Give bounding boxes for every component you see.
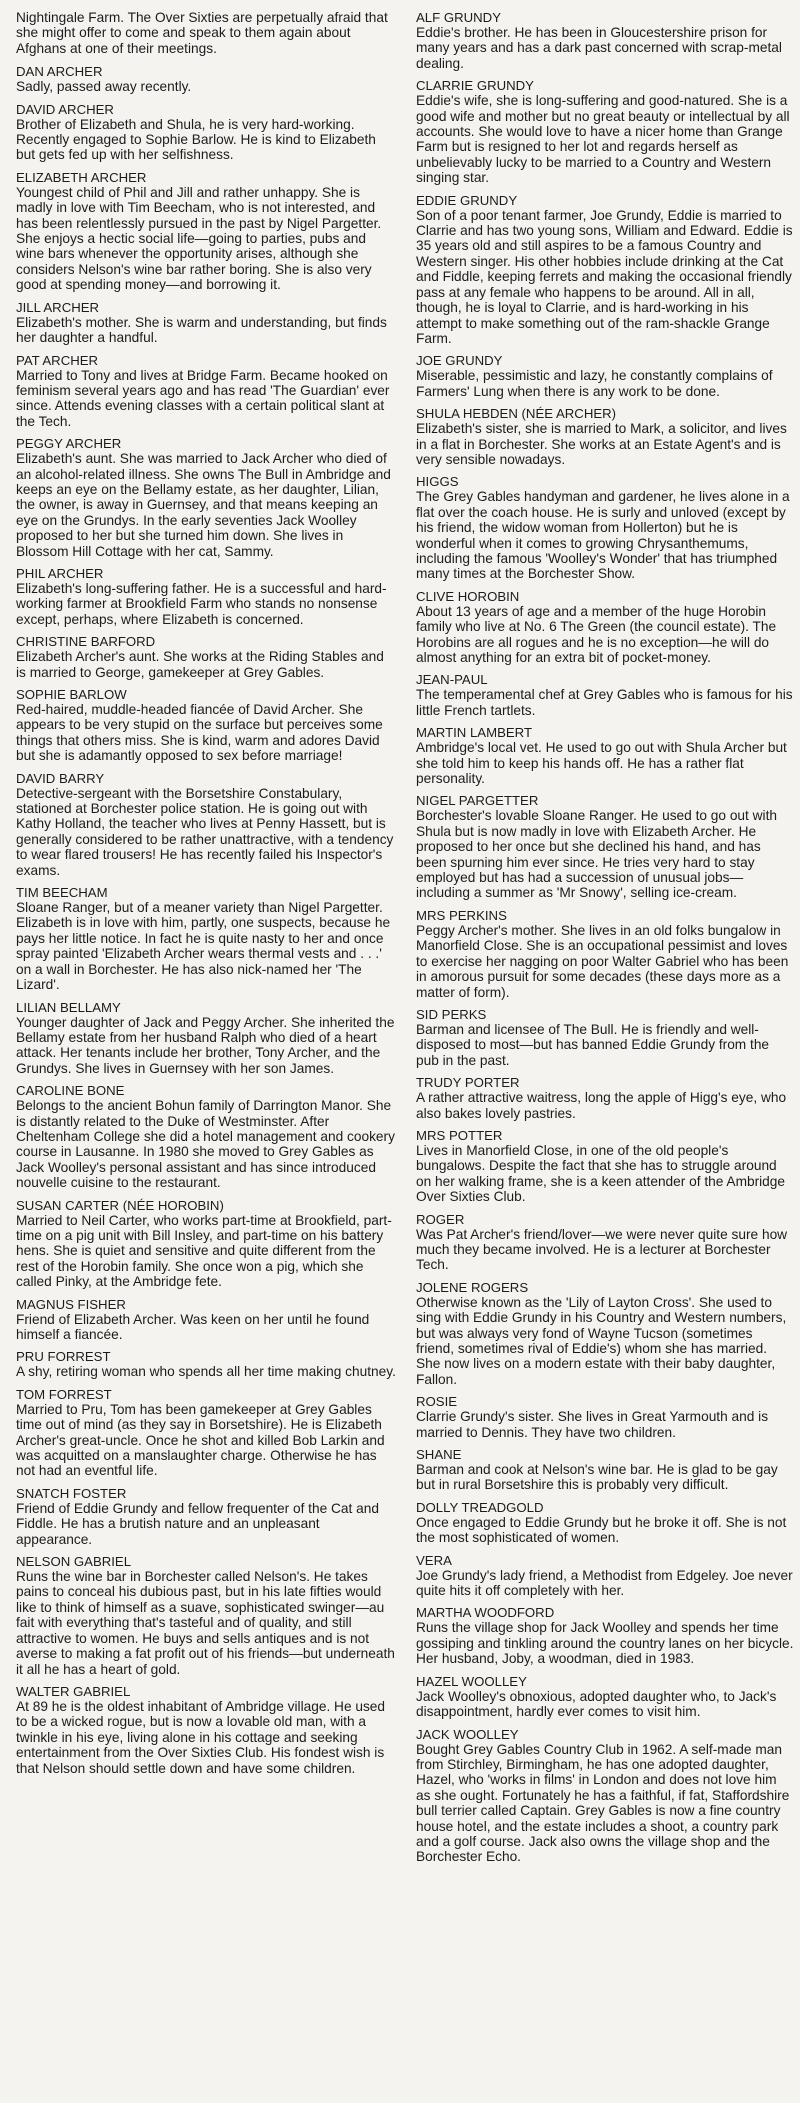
character-name: TIM BEECHAM [16,885,108,901]
character-entry [16,436,396,559]
character-entry [416,10,794,71]
character-name: CLARRIE GRUNDY [416,78,534,94]
character-entry [16,1554,396,1677]
character-description: Elizabeth's aunt. She was married to Jack Archer who died of an alcohol-related illness. She owns The Bull in Ambridge and keeps an eye on the Bellamy estate, as her daughter, Lilian, the owner, is away in Guernsey, and that means keeping an eye on the Grundys. In the early seventies Jack Woolley proposed to her but she turned him down. She lives in Blossom Hill Cottage with her cat, Sammy. [16,451,391,559]
character-name: TRUDY PORTER [416,1075,520,1091]
character-name: MAGNUS FISHER [16,1296,126,1312]
character-description: Friend of Elizabeth Archer. Was keen on her until he found himself a fiancée. [16,1311,370,1342]
character-entry [16,1198,396,1290]
character-name: CAROLINE BONE [16,1083,125,1099]
character-entry [416,908,794,1000]
character-description: Bought Grey Gables Country Club in 1962. A self-made man from Stirchley, Birmingham, he has one adopted daughter, Hazel, who 'works in films' in London and does not love him as she ought. Fortunately he has a faithful, if fat, Staffordshire bull terrier called Captain. Grey Gables is now a fine country house hotel, and the estate includes a shoot, a country park and a golf course. Jack also owns the village shop and the Borchester Echo. [416,1741,790,1865]
character-name: WALTER GABRIEL [16,1683,131,1699]
character-description: Detective-sergeant with the Borsetshire Constabulary, stationed at Borchester police station. He is going out with Kathy Holland, the teacher who lives at Penny Hassett, but is generally considered to be rather unattractive, with a tendency to wear flared trousers! He has recently failed his Inspector's exams. [16,785,394,878]
character-name: NIGEL PARGETTER [416,793,539,809]
character-entry [16,634,396,680]
character-description: About 13 years of age and a member of the huge Horobin family who live at No. 6 The Green (the council estate). The Horobins are all rogues and he is no exception—he will do almost anything for an extra bit of pocket-money. [416,603,777,665]
character-entry [416,1075,794,1121]
character-name: ELIZABETH ARCHER [16,169,147,185]
character-description: Elizabeth's mother. She is warm and understanding, but finds her daughter a handful. [16,314,387,346]
left-column [16,10,406,2103]
character-name: ROSIE [416,1394,458,1410]
character-description: The temperamental chef at Grey Gables who is famous for his little French tartlets. [416,687,793,718]
character-name: PAT ARCHER [16,352,99,368]
character-name: SHANE [416,1447,462,1463]
character-description: Clarrie Grundy's sister. She lives in Great Yarmouth and is married to Dennis. They have two children. [416,1409,769,1440]
character-description: Elizabeth's long-suffering father. He is a successful and hard-working farmer at Brookfield Farm who stands no nonsense except, perhaps, where Elizabeth is concerned. [16,580,387,627]
right-entry-list [416,10,794,1865]
character-description: Married to Tony and lives at Bridge Farm. Became hooked on feminism several years ago and has read 'The Guardian' ever since. Attends evening classes with a certain political slant at the Tech. [16,367,390,429]
character-name: JACK WOOLLEY [416,1726,519,1742]
character-description: Red-haired, muddle-headed fiancée of David Archer. She appears to be very stupid on the surface but perceives some things that others miss. She is kind, warm and adores David but she is adamantly opposed to sex before marriage! [16,702,383,764]
character-description: Ambridge's local vet. He used to go out with Shula Archer but she told him to keep his hands off. He has a rather flat personality. [416,740,787,787]
character-name: SOPHIE BARLOW [16,687,127,702]
character-entry [416,78,794,185]
character-entry [16,102,396,163]
character-description: Jack Woolley's obnoxious, adopted daughter who, to Jack's disappointment, hardly ever comes to visit him. [416,1688,777,1720]
left-entry-list [16,64,396,1776]
character-entry [16,300,396,346]
character-description: Sadly, passed away recently. [16,79,192,95]
character-entry [16,1486,396,1547]
character-entry [16,1083,396,1190]
character-description: At 89 he is the oldest inhabitant of Ambridge village. He used to be a wicked rogue, but is now a lovable old man, with a twinkle in his eye, living alone in his cottage and seeking entertainment from the Over Sixties Club. His fondest wish is that Nelson should settle down and have some children. [16,1698,386,1776]
character-description: Barman and licensee of The Bull. He is friendly and well-disposed to most—but has banned Eddie Grundy from the pub in the past. [416,1021,770,1068]
character-entry [416,793,794,900]
character-name: DAVID BARRY [16,770,105,786]
character-entry [416,1394,794,1440]
character-name: DAN ARCHER [16,64,103,80]
character-name: PRU FORREST [16,1349,111,1365]
character-name: HIGGS [416,474,459,490]
character-entry [416,1007,794,1068]
character-entry [416,725,794,786]
character-name: CLIVE HOROBIN [416,588,520,604]
character-name: LILIAN BELLAMY [16,999,121,1015]
character-name: PHIL ARCHER [16,565,104,581]
character-entry [16,687,396,764]
character-name: EDDIE GRUNDY [416,192,518,208]
character-name: HAZEL WOOLLEY [416,1673,527,1689]
character-name: DAVID ARCHER [16,101,114,117]
character-entry [16,1297,396,1343]
character-entry [16,1684,396,1776]
character-entry [416,589,794,666]
character-name: SUSAN CARTER (NÉE HOROBIN) [16,1197,224,1213]
character-description: The Grey Gables handyman and gardener, he lives alone in a flat over the coach house. He is surly and unloved (except by his friend, the widow woman from Hollerton) but he is wonderful when it comes to growing Chrysanthemums, including the famous 'Woolley's Wonder' that has triumphed many times at the Borchester Show. [416,489,790,582]
character-name: SID PERKS [416,1006,487,1022]
character-name: VERA [416,1552,452,1568]
character-entry [416,1212,794,1273]
character-name: ALF GRUNDY [416,10,501,25]
character-description: Belongs to the ancient Bohun family of Darrington Manor. She is distantly related to the Duke of Westminster. After Cheltenham College she did a hotel management and cookery course in Lausanne. In 1980 she moved to Grey Gables as Jack Woolley's personal assistant and has since introduced nouvelle cuisine to the restaurant. [16,1098,395,1191]
character-description: Eddie's wife, she is long-suffering and good-natured. She is a good wife and mother but no great beauty or intellectual by all accounts. She would love to have a nicer home than Grange Farm but is resigned to her lot and regards herself as unbelievably lucky to be married to a Country and Western singing star. [416,93,790,186]
character-entry [416,1605,794,1666]
character-entry [16,170,396,293]
character-description: Elizabeth Archer's aunt. She works at the Riding Stables and is married to George, gamekeeper at Grey Gables. [16,649,384,680]
character-entry [416,474,794,581]
character-name: JOLENE ROGERS [416,1279,529,1295]
character-name: JOE GRUNDY [416,353,503,369]
character-name: SNATCH FOSTER [16,1485,127,1501]
character-name: JEAN-PAUL [416,672,488,688]
character-entry [416,1674,794,1720]
character-description: Once engaged to Eddie Grundy but he broke it off. She is not the most sophisticated of women. [416,1514,787,1546]
character-entry [416,1727,794,1865]
character-description: Barman and cook at Nelson's wine bar. He is glad to be gay but in rural Borsetshire this is probably very difficult. [416,1462,778,1493]
character-description: Joe Grundy's lady friend, a Methodist from Edgeley. Joe never quite hits it off completely with her. [416,1567,793,1599]
character-description: Sloane Ranger, but of a meaner variety than Nigel Pargetter. Elizabeth is in love with him, partly, one suspects, because he pays her little notice. In fact he is quite nasty to her and once spray painted 'Elizabeth Archer wears thermal vests and . . .' on a wall in Borchester. He has also nick-named her 'The Lizard'. [16,900,391,993]
character-description: A shy, retiring woman who spends all her time making chutney. [16,1364,396,1380]
intro-paragraph: Nightingale Farm. The Over Sixties are perpetually afraid that she might offer to come and speak to them again about Afghans at one of their meetings. [16,10,388,56]
character-description: Brother of Elizabeth and Shula, he is very hard-working. Recently engaged to Sophie Barlow. He is kind to Elizabeth but gets fed up with her selfishness. [16,116,376,163]
character-name: DOLLY TREADGOLD [416,1499,544,1515]
character-description: Was Pat Archer's friend/lover—we were never quite sure how much they became involved. He is a lecturer at Borchester Tech. [416,1226,788,1273]
character-name: SHULA HEBDEN (NÉE ARCHER) [416,406,617,422]
character-description: Miserable, pessimistic and lazy, he constantly complains of Farmers' Lung when there is any work to be done. [416,368,773,399]
character-description: Son of a poor tenant farmer, Joe Grundy, Eddie is married to Clarrie and has two young sons, William and Edward. Eddie is 35 years old and still aspires to be a famous Country and Western singer. His other hobbies include drinking at the Cat and Fiddle, keeping ferrets and making the occasional friendly pass at any female who happens to be around. All in all, though, he is loyal to Clarrie, and is hard-working in his attempt to make something out of the ram-shackle Grange Farm. [416,207,793,346]
character-description: Married to Pru, Tom has been gamekeeper at Grey Gables time out of mind (as they say in Borsetshire). He is Elizabeth Archer's great-uncle. Once he shot and killed Bob Larkin and was acquitted on a manslaughter charge. Otherwise he has not had an eventful life. [16,1401,385,1479]
character-entry [16,566,396,627]
character-description: Younger daughter of Jack and Peggy Archer. She inherited the Bellamy estate from her husband Ralph who died of a heart attack. Her tenants include her brother, Tony Archer, and the Grundys. She lives in Guernsey with her son James. [16,1014,395,1076]
character-name: JILL ARCHER [16,299,100,315]
character-entry [416,672,794,718]
character-name: MRS PERKINS [416,907,507,923]
character-description: Runs the wine bar in Borchester called Nelson's. He takes pains to conceal his dubious past, but in his late fifties would like to think of himself as a suave, sophisticated swinger—au fait with everything that's tasteful and of quality, and still attractive to women. He buys and sells antiques and is not averse to making a fat profit out of his friends—but underneath it all he has a heart of gold. [16,1569,395,1677]
character-description: Otherwise known as the 'Lily of Layton Cross'. She used to sing with Eddie Grundy in his Country and Western numbers, but was always very fond of Wayne Tucson (sometimes friend, sometimes rival of Eddie's) whom she has married. She now lives on a modern estate with their baby daughter, Fallon. [416,1294,787,1387]
character-name: TOM FORREST [16,1386,112,1402]
character-description: Friend of Eddie Grundy and fellow frequenter of the Cat and Fiddle. He has a brutish nature and an unpleasant appearance. [16,1500,379,1547]
character-description: Borchester's lovable Sloane Ranger. He used to go out with Shula but is now madly in love with Elizabeth Archer. He proposed to her once but she declined his hand, and has been spurning him ever since. He tries very hard to stay employed but has had a succession of unusual jobs—including a summer as 'Mr Snowy', selling ice-cream. [416,808,777,901]
character-name: NELSON GABRIEL [16,1554,132,1570]
character-entry [16,885,396,992]
right-column [406,10,794,2103]
character-entry [16,353,396,430]
character-description: A rather attractive waitress, long the apple of Higg's eye, who also bakes lovely pastries. [416,1090,787,1121]
character-description: Elizabeth's sister, she is married to Mark, a solicitor, and lives in a flat in Borchester. She works at an Estate Agent's and is very sensible nowadays. [416,421,787,467]
character-name: MARTIN LAMBERT [416,725,533,741]
character-entry [16,1000,396,1077]
character-entry [416,1128,794,1205]
character-name: PEGGY ARCHER [16,436,122,452]
character-description: Peggy Archer's mother. She lives in an old folks bungalow in Manorfield Close. She is an occupational pessimist and loves to exercise her nagging on poor Walter Gabriel who has been in amorous pursuit for some decades (these days more as a matter of form). [416,922,789,1000]
character-description: Runs the village shop for Jack Woolley and spends her time gossiping and tinkling around the country lanes on her bicycle. Her husband, Joby, a woodman, died in 1983. [416,1620,794,1667]
character-name: ROGER [416,1211,465,1227]
character-name: MARTHA WOODFORD [416,1605,555,1621]
character-entry [16,1349,396,1379]
character-entry [416,193,794,347]
character-entry [416,1447,794,1493]
character-entry [416,1500,794,1546]
character-description: Eddie's brother. He has been in Gloucestershire prison for many years and has a dark past concerned with scrap-metal dealing. [416,25,782,71]
character-entry [416,1553,794,1599]
character-entry [16,1387,396,1479]
character-description: Youngest child of Phil and Jill and rather unhappy. She is madly in love with Tim Beecham, who is not interested, and has been relentlessly pursued in the past by Nigel Pargetter. She enjoys a hectic social life—going to parties, pubs and wine bars whenever the opportunity arises, although she considers Nelson's wine bar rather boring. She is also very good at spending money—and borrowing it. [16,184,382,293]
character-description: Married to Neil Carter, who works part-time at Brookfield, part-time on a pig unit with Bill Insley, and part-time on his battery hens. She is quiet and sensitive and quite different from the rest of the Horobin family. She once won a pig, which she called Pinky, at the Ambridge fete. [16,1212,392,1290]
character-description: Lives in Manorfield Close, in one of the old people's bungalows. Despite the fact that she has to struggle around on her walking frame, she is a keen attender of the Ambridge Over Sixties Club. [416,1142,786,1205]
character-entry [416,353,794,399]
character-entry [16,64,396,94]
character-name: CHRISTINE BARFORD [16,634,156,650]
character-entry [16,771,396,878]
character-name: MRS POTTER [416,1127,503,1143]
character-entry [416,406,794,467]
character-entry [416,1280,794,1387]
